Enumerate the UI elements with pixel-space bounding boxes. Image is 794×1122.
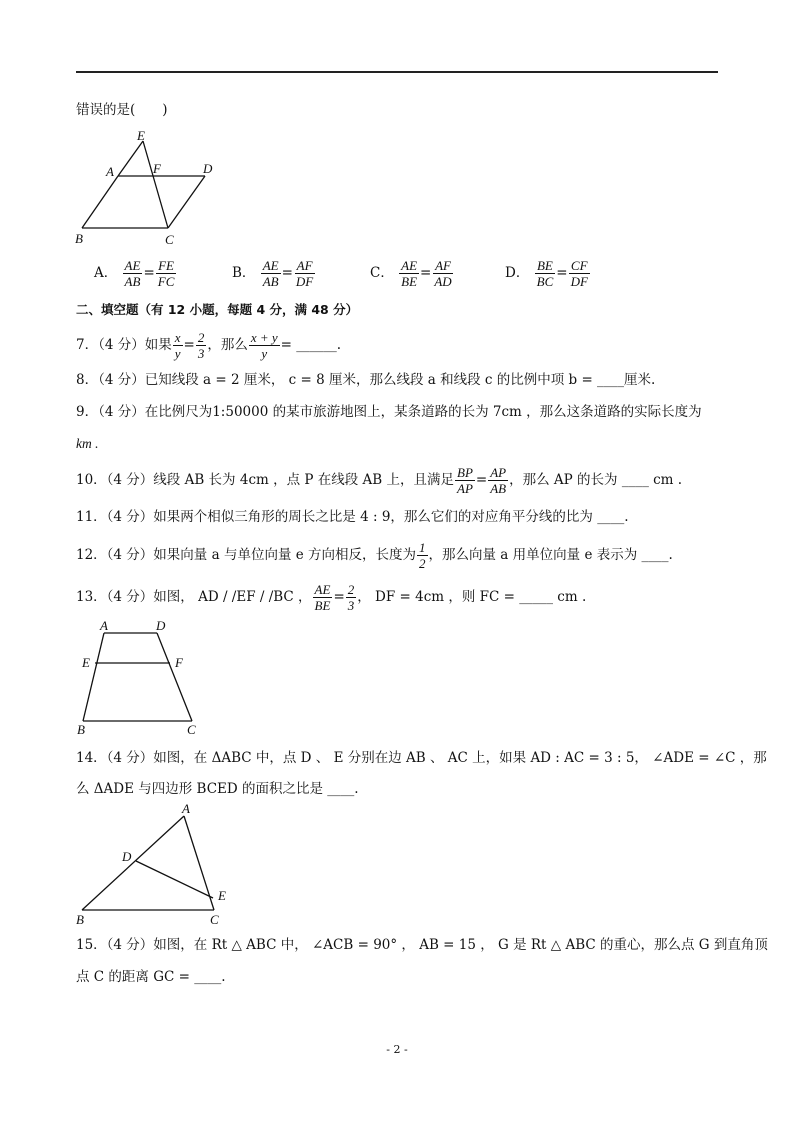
question-12: 12．（4 分）如果向量 a 与单位向量 e 方向相反，长度为 $\frac{1}{2}$ ，那么向量 a 用单位向量 e 表示为 ____. (76, 540, 673, 571)
fig2-label-D: D (156, 618, 166, 633)
question-10: 10．（4 分）线段 AB 长为 4cm ，点 P 在线段 AB 上，且满足 $\frac{BP}{AP}$ = $\frac{AP}{AB}$ ，那么 AP 的长为 ____ cm . (76, 465, 683, 496)
option-b[interactable]: B． $\frac{AE}{AB}$ = $\frac{AF}{DF}$ (232, 258, 314, 289)
question-8: 8．（4 分）已知线段 a = 2 厘米， c = 8 厘米，那么线段 a 和线段 c 的比例中项 b = ____厘米. (76, 372, 656, 388)
question-intro: 错误的是( ) (76, 102, 168, 118)
figure-parallelogram (70, 128, 220, 248)
fig3-label-B: B (76, 912, 84, 927)
fig3-label-A: A (182, 801, 190, 816)
fig2-label-E: E (82, 655, 90, 670)
figure-triangle (72, 800, 242, 928)
question-7: 7．（4 分）如果 $\frac{x}{y}$ = $\frac{2}{3}$ ，那么 $\frac{x + y}{y}$ = ______. (76, 330, 342, 361)
fig1-label-D: D (203, 161, 213, 176)
fig1-label-C: C (165, 232, 174, 247)
fig1-label-A: A (106, 164, 114, 179)
fig1-label-E: E (137, 128, 145, 143)
fig2-label-C: C (187, 722, 196, 736)
fig3-label-D: D (122, 849, 132, 864)
fig2-label-A: A (100, 618, 108, 633)
header-rule (76, 71, 718, 73)
page-number: - 2 - (386, 1043, 408, 1056)
question-14-line1: 14．（4 分）如图，在 ΔABC 中，点 D 、 E 分别在边 AB 、 AC 上，如果 AD : AC = 3 : 5， ∠ADE = ∠C ，那 (76, 750, 767, 766)
fig1-label-F: F (153, 161, 161, 176)
question-14-line2: 么 ΔADE 与四边形 BCED 的面积之比是 ____. (76, 781, 359, 797)
question-15-line2: 点 C 的距离 GC = ____. (76, 969, 226, 985)
option-c[interactable]: C． $\frac{AE}{BE}$ = $\frac{AF}{AD}$ (370, 258, 452, 289)
fig1-label-B: B (75, 231, 83, 246)
option-d[interactable]: D． $\frac{BE}{BC}$ = $\frac{CF}{DF}$ (505, 258, 588, 289)
figure-trapezoid (72, 618, 212, 736)
question-9-line1: 9．（4 分）在比例尺为1:50000 的某市旅游地图上，某条道路的长为 7cm ，那么这条道路的实际长度为 (76, 404, 702, 420)
option-a[interactable]: A． $\frac{AE}{AB}$ = $\frac{FE}{FC}$ (94, 258, 175, 289)
question-9-line2: km . (76, 436, 99, 451)
question-13: 13．（4 分）如图， AD / /EF / /BC ， $\frac{AE}{BE}$ = $\frac{2}{3}$ ， DF = 4cm ，则 FC = _____ cm . (76, 582, 587, 613)
section-heading: 二、填空题（有 12 小题，每题 4 分，满 48 分） (76, 302, 359, 317)
question-15-line1: 15．（4 分）如图，在 Rt △ ABC 中， ∠ACB = 90° ， AB = 15 ， G 是 Rt △ ABC 的重心，那么点 G 到直角顶 (76, 937, 768, 953)
fig2-label-B: B (77, 722, 85, 736)
fig3-label-E: E (218, 888, 226, 903)
fig2-label-F: F (175, 655, 183, 670)
question-11: 11．（4 分）如果两个相似三角形的周长之比是 4 : 9，那么它们的对应角平分线的比为 ____. (76, 509, 629, 525)
fig3-label-C: C (210, 912, 219, 927)
